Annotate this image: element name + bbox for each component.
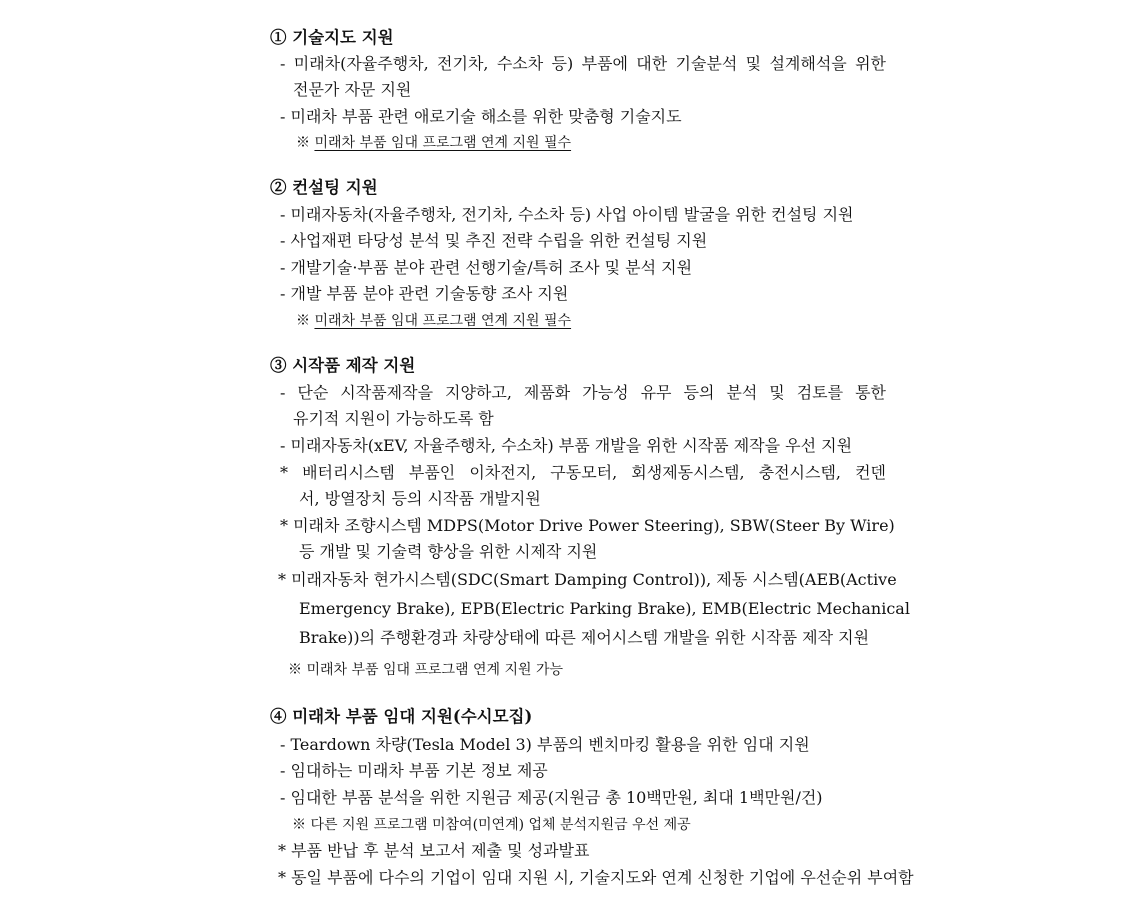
section-4-item-3: - 임대한 부품 분석을 위한 지원금 제공(지원금 총 10백만원, 최대 1백만원/건) [280,788,823,807]
section-4-item-4: * 부품 반납 후 분석 보고서 제출 및 성과발표 [278,841,590,860]
section-1-note [296,133,571,153]
section-3-item-1: - 단순 시작품제작을 지양하고, 제품화 가능성 유무 등의 분석 및 검토를 통한 [280,383,886,402]
section-2-title: ② 컨설팅 지원 [270,178,378,197]
section-3-item-5: * 미래자동차 현가시스템(SDC(Smart Damping Control)), 제동 시스템(AEB(Active [278,570,897,589]
section-1-note-text: 미래차 부품 임대 프로그램 연계 지원 필수 [314,135,572,151]
section-3-note: ※ 미래차 부품 임대 프로그램 연계 지원 가능 [288,662,564,678]
section-2-note [296,311,571,331]
section-3-item-4: * 미래차 조향시스템 MDPS(Motor Drive Power Steering), SBW(Steer By Wire) [280,516,895,535]
section-4-title: ④ 미래차 부품 임대 지원(수시모집) [270,707,533,726]
section-4-item-5: * 동일 부품에 다수의 기업이 임대 지원 시, 기술지도와 연계 신청한 기업에 우선순위 부여함 [278,868,914,887]
section-1-title: ① 기술지도 지원 [270,28,394,47]
section-2-item-1: - 미래자동차(자율주행차, 전기차, 수소차 등) 사업 아이템 발굴을 위한 컨설팅 지원 [280,205,854,224]
section-3-item-2: - 미래자동차(xEV, 자율주행차, 수소차) 부품 개발을 위한 시작품 제작을 우선 지원 [280,436,853,455]
section-3-item-4-cont: 등 개발 및 기술력 향상을 위한 시제작 지원 [299,542,598,561]
section-3-item-3: * 배터리시스템 부품인 이차전지, 구동모터, 회생제동시스템, 충전시스템, 컨덴 [280,463,886,482]
section-1-item-2: - 미래차 부품 관련 애로기술 해소를 위한 맞춤형 기술지도 [280,107,682,126]
section-3-title: ③ 시작품 제작 지원 [270,356,416,375]
section-3-item-5-cont-1: Emergency Brake), EPB(Electric Parking Brake), EMB(Electric Mechanical [299,599,910,618]
section-4-item-1: - Teardown 차량(Tesla Model 3) 부품의 벤치마킹 활용을 위한 임대 지원 [280,735,810,754]
section-2-note-mark: ※ [296,313,310,329]
section-3-item-1-cont: 유기적 지원이 가능하도록 함 [293,409,494,428]
section-1-item-1-cont: 전문가 자문 지원 [293,80,412,99]
section-4-note: ※ 다른 지원 프로그램 미참여(미연계) 업체 분석지원금 우선 제공 [292,817,691,833]
section-2-item-3: - 개발기술·부품 분야 관련 선행기술/특허 조사 및 분석 지원 [280,258,693,277]
section-2-note-text: 미래차 부품 임대 프로그램 연계 지원 필수 [314,313,572,329]
section-1-note-mark: ※ [296,135,310,151]
section-2-item-4: - 개발 부품 분야 관련 기술동향 조사 지원 [280,284,569,303]
section-1-item-1: - 미래차(자율주행차, 전기차, 수소차 등) 부품에 대한 기술분석 및 설계해석을 위한 [280,54,886,73]
section-2-item-2: - 사업재편 타당성 분석 및 추진 전략 수립을 위한 컨설팅 지원 [280,231,708,250]
section-4-item-2: - 임대하는 미래차 부품 기본 정보 제공 [280,761,548,780]
section-3-item-3-cont: 서, 방열장치 등의 시작품 개발지원 [299,489,541,508]
section-3-item-5-cont-2: Brake))의 주행환경과 차량상태에 따른 제어시스템 개발을 위한 시작품 제작 지원 [299,628,870,647]
